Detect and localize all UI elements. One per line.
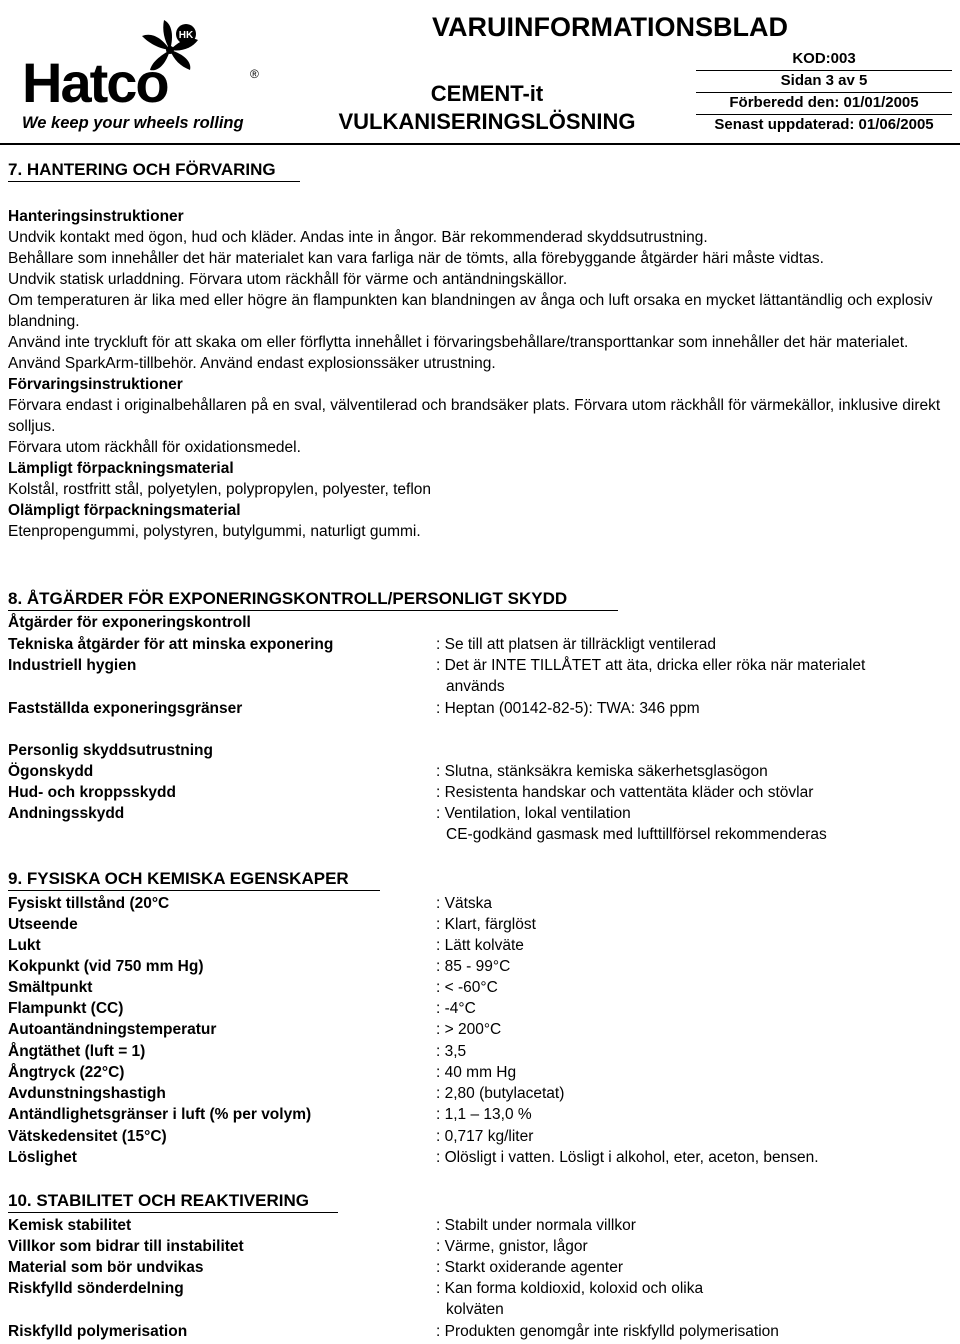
meta-divider xyxy=(696,70,952,71)
property-label: Antändlighetsgränser i luft (% per volym) xyxy=(8,1106,312,1123)
property-label: Flampunkt (CC) xyxy=(8,1000,124,1017)
property-row xyxy=(8,1041,948,1062)
unsuitable-packaging-heading: Olämpligt förpackningsmaterial xyxy=(8,502,241,519)
storage-line: Förvara endast i originalbehållaren på en sval, välventilerad och brandsäker plats. Förvara utom räckhåll för värmekällor, inklusive direkt solljus. xyxy=(8,397,941,435)
section-7-body xyxy=(8,206,948,542)
property-label: Utseende xyxy=(8,916,78,933)
property-row xyxy=(8,998,948,1019)
property-value: : 2,80 (butylacetat) xyxy=(436,1085,565,1102)
handling-line: Använd inte tryckluft för att skaka om eller förflytta innehållet i förvaringsbehållare/transporttankar som innehåller det här materialet. xyxy=(8,334,909,351)
property-value: : Olösligt i vatten. Lösligt i alkohol, eter, aceton, bensen. xyxy=(436,1149,819,1166)
handling-line: Använd SparkArm-tillbehör. Använd endast explosionssäker utrustning. xyxy=(8,355,496,372)
property-value: : Starkt oxiderande agenter xyxy=(436,1259,623,1276)
property-label: Riskfylld sönderdelning xyxy=(8,1280,184,1297)
property-value: : Slutna, stänksäkra kemiska säkerhetsglasögon xyxy=(436,763,768,780)
property-row xyxy=(8,634,948,655)
section-8-title: 8. ÅTGÄRDER FÖR EXPONERINGSKONTROLL/PERSONLIGT SKYDD xyxy=(8,589,568,608)
registered-mark: ® xyxy=(250,67,259,81)
exposure-controls-heading: Åtgärder för exponeringskontroll xyxy=(8,614,251,631)
property-value: : Heptan (00142-82-5): TWA: 346 ppm xyxy=(436,700,700,717)
prepared-date: Förberedd den: 01/01/2005 xyxy=(729,94,919,111)
property-label: Fysiskt tillstånd (20°C xyxy=(8,895,170,912)
product-name xyxy=(322,80,652,136)
unsuitable-packaging-text: Etenpropengummi, polystyren, butylgummi, naturligt gummi. xyxy=(8,523,421,540)
property-row xyxy=(8,782,948,803)
property-row xyxy=(8,1321,948,1342)
ppe-heading: Personlig skyddsutrustning xyxy=(8,742,213,759)
property-label: Tekniska åtgärder för att minska exponering xyxy=(8,636,334,653)
document-title: VARUINFORMATIONSBLAD xyxy=(432,12,788,42)
property-row xyxy=(8,935,948,956)
property-value: : Resistenta handskar och vattentäta kläder och stövlar xyxy=(436,784,814,801)
hatco-logo xyxy=(20,18,265,138)
property-label: Kokpunkt (vid 750 mm Hg) xyxy=(8,958,204,975)
product-name-line2: VULKANISERINGSLÖSNING xyxy=(338,109,636,134)
property-label: Vätskedensitet (15°C) xyxy=(8,1128,167,1145)
property-row xyxy=(8,761,948,782)
hk-badge-text: HK xyxy=(178,30,194,41)
property-value-continued: kolväten xyxy=(446,1301,504,1318)
property-value: : Lätt kolväte xyxy=(436,937,524,954)
handling-line: Om temperaturen är lika med eller högre än flampunkten kan blandningen av ånga och luft orsaka en mycket lättantändlig och explosiv blandning. xyxy=(8,292,933,330)
property-value: : 1,1 – 13,0 % xyxy=(436,1106,532,1123)
property-row xyxy=(8,1278,948,1299)
section-9-title: 9. FYSISKA OCH KEMISKA EGENSKAPER xyxy=(8,869,349,888)
property-label: Fastställda exponeringsgränser xyxy=(8,700,243,717)
product-code: KOD:003 xyxy=(792,50,856,67)
product-name-line1: CEMENT-it xyxy=(430,81,544,106)
property-value: : 40 mm Hg xyxy=(436,1064,517,1081)
property-row xyxy=(8,1126,948,1147)
property-value: : Kan forma koldioxid, koloxid och olika xyxy=(436,1280,704,1297)
meta-divider xyxy=(696,114,952,115)
property-value: : > 200°C xyxy=(436,1021,502,1038)
suitable-packaging-heading: Lämpligt förpackningsmaterial xyxy=(8,460,234,477)
section-8-underline xyxy=(8,610,618,611)
section-10-title: 10. STABILITET OCH REAKTIVERING xyxy=(8,1191,309,1210)
suitable-packaging-text: Kolstål, rostfritt stål, polyetylen, polypropylen, polyester, teflon xyxy=(8,481,432,498)
property-row xyxy=(8,1215,948,1236)
property-row xyxy=(8,1257,948,1278)
property-label: Ångtryck (22°C) xyxy=(8,1064,125,1081)
property-label: Ögonskydd xyxy=(8,763,94,780)
storage-heading: Förvaringsinstruktioner xyxy=(8,376,183,393)
property-label: Löslighet xyxy=(8,1149,77,1166)
meta-divider xyxy=(696,92,952,93)
property-value: : 3,5 xyxy=(436,1043,467,1060)
storage-line: Förvara utom räckhåll för oxidationsmedel. xyxy=(8,439,301,456)
handling-heading: Hanteringsinstruktioner xyxy=(8,208,184,225)
property-value: : -4°C xyxy=(436,1000,476,1017)
logo-tagline: We keep your wheels rolling xyxy=(22,114,244,132)
property-value: : Det är INTE TILLÅTET att äta, dricka eller röka när materialet xyxy=(436,657,866,674)
property-value-continued: används xyxy=(446,678,505,695)
property-row xyxy=(8,698,948,719)
section-7-underline xyxy=(8,181,300,182)
property-label: Riskfylld polymerisation xyxy=(8,1323,188,1340)
property-row xyxy=(8,977,948,998)
property-label: Material som bör undvikas xyxy=(8,1259,204,1276)
property-label: Andningsskydd xyxy=(8,805,125,822)
property-row xyxy=(8,1062,948,1083)
property-label: Villkor som bidrar till instabilitet xyxy=(8,1238,244,1255)
handling-line: Undvik statisk urladdning. Förvara utom räckhåll för värme och antändningskällor. xyxy=(8,271,568,288)
property-row xyxy=(8,956,948,977)
section-9-underline xyxy=(8,890,380,891)
property-value: : Vätska xyxy=(436,895,492,912)
property-label: Lukt xyxy=(8,937,41,954)
handling-line: Behållare som innehåller det här materialet kan vara farliga när de tömts, alla förebyggande åtgärder häri måste vidtas. xyxy=(8,250,824,267)
property-row xyxy=(8,914,948,935)
section-10-underline xyxy=(8,1212,338,1213)
property-row xyxy=(8,893,948,914)
property-value: : 85 - 99°C xyxy=(436,958,511,975)
property-value: : Ventilation, lokal ventilation xyxy=(436,805,631,822)
property-value: : Stabilt under normala villkor xyxy=(436,1217,636,1234)
property-row xyxy=(8,1147,948,1168)
section-7-title: 7. HANTERING OCH FÖRVARING xyxy=(8,160,276,179)
property-value-continued: CE-godkänd gasmask med lufttillförsel rekommenderas xyxy=(446,826,827,843)
property-label: Autoantändningstemperatur xyxy=(8,1021,217,1038)
property-value: : Värme, gnistor, lågor xyxy=(436,1238,588,1255)
property-label: Industriell hygien xyxy=(8,657,137,674)
brand-wordmark: Hatco xyxy=(22,51,168,114)
property-row xyxy=(8,1083,948,1104)
handling-line: Undvik kontakt med ögon, hud och kläder. Andas inte in ångor. Bär rekommenderad skyddsutrustning. xyxy=(8,229,708,246)
page-number: Sidan 3 av 5 xyxy=(780,72,868,89)
property-label: Smältpunkt xyxy=(8,979,93,996)
property-row xyxy=(8,1019,948,1040)
property-row xyxy=(8,1236,948,1257)
property-value: : < -60°C xyxy=(436,979,498,996)
property-value: : Klart, färglöst xyxy=(436,916,536,933)
logo-graphic xyxy=(20,18,265,138)
property-label: Avdunstningshastigh xyxy=(8,1085,166,1102)
property-label: Kemisk stabilitet xyxy=(8,1217,132,1234)
header-divider xyxy=(0,143,960,145)
property-row xyxy=(8,803,948,824)
property-row xyxy=(8,655,948,676)
property-label: Hud- och kroppsskydd xyxy=(8,784,176,801)
property-value: : Produkten genomgår inte riskfylld polymerisation xyxy=(436,1323,779,1340)
property-row xyxy=(8,1104,948,1125)
property-value: : 0,717 kg/liter xyxy=(436,1128,534,1145)
updated-date: Senast uppdaterad: 01/06/2005 xyxy=(714,116,934,133)
property-label: Ångtäthet (luft = 1) xyxy=(8,1043,146,1060)
property-value: : Se till att platsen är tillräckligt ventilerad xyxy=(436,636,716,653)
